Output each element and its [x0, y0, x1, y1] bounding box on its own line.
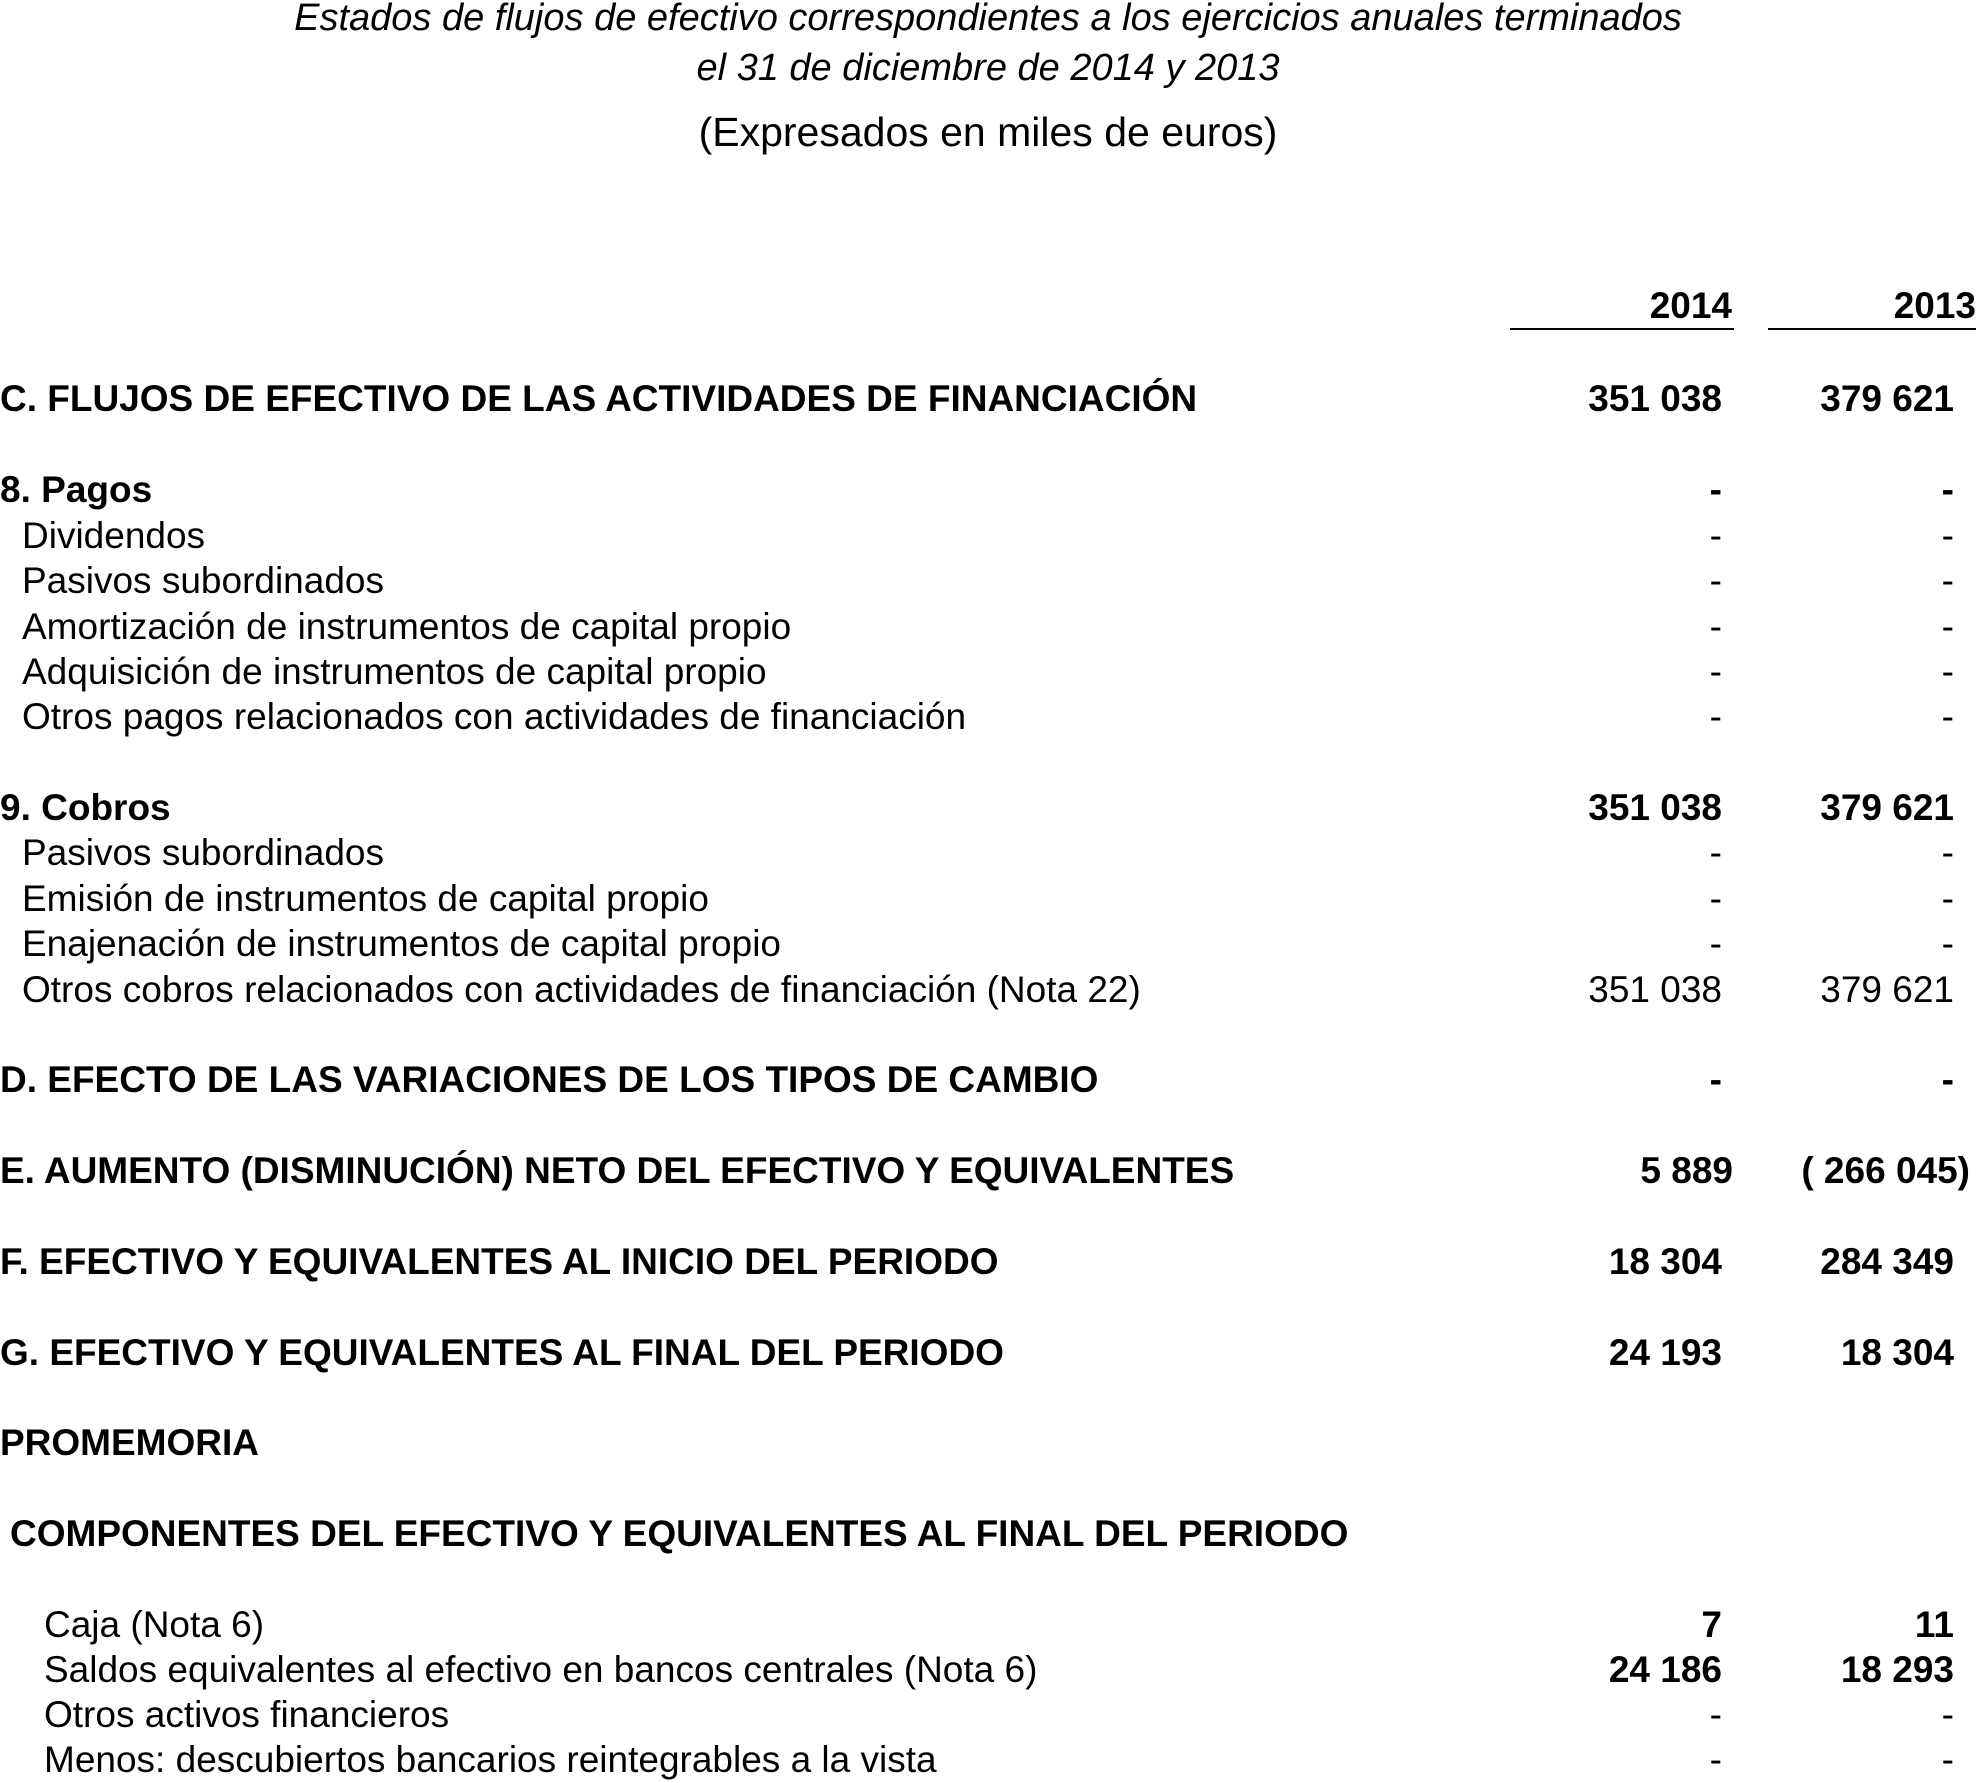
row-value-2013: - — [1941, 832, 1954, 873]
row-label: Menos: descubiertos bancarios reintegrables a la vista — [44, 1739, 937, 1780]
column-underline-2014 — [1510, 328, 1734, 330]
row-label: COMPONENTES DEL EFECTIVO Y EQUIVALENTES AL FINAL DEL PERIODO — [10, 1513, 1349, 1554]
row-label: Enajenación de instrumentos de capital propio — [22, 923, 781, 964]
table-row-pagos — [0, 467, 1976, 513]
row-value-2014: - — [1709, 696, 1722, 737]
table-row — [0, 694, 1976, 740]
row-label: Otros pagos relacionados con actividades de financiación — [22, 696, 967, 737]
table-row-section-f — [0, 1239, 1976, 1285]
row-value-2013: - — [1941, 1739, 1954, 1780]
row-value-2014: 351 038 — [1588, 969, 1722, 1010]
row-value-2013: 18 304 — [1840, 1332, 1954, 1373]
row-value-2013: - — [1941, 515, 1954, 556]
row-value-2013: - — [1941, 696, 1954, 737]
row-value-2013: - — [1941, 1694, 1954, 1735]
row-value-2014: 5 889 — [1640, 1150, 1733, 1191]
row-value-2014: - — [1709, 515, 1722, 556]
row-label: Dividendos — [22, 515, 206, 556]
row-value-2014: 351 038 — [1588, 378, 1722, 419]
row-label: Emisión de instrumentos de capital propio — [22, 878, 709, 919]
row-value-2013: ( 266 045) — [1801, 1150, 1970, 1191]
table-row — [0, 604, 1976, 650]
row-value-2013: - — [1941, 651, 1954, 692]
row-value-2013: 379 621 — [1820, 378, 1954, 419]
table-row-componentes — [0, 1511, 1976, 1557]
row-value-2013: - — [1941, 606, 1954, 647]
row-label: Otros cobros relacionados con actividades de financiación (Nota 22) — [22, 969, 1141, 1010]
row-value-2013: 11 — [1914, 1604, 1954, 1645]
table-row — [0, 830, 1976, 876]
row-label: PROMEMORIA — [0, 1422, 259, 1463]
row-value-2013: - — [1941, 923, 1954, 964]
column-header-2013: 2013 — [1893, 285, 1976, 326]
statement-title-line1: Estados de flujos de efectivo correspondientes a los ejercicios anuales terminados — [294, 0, 1682, 39]
table-row — [0, 1692, 1976, 1738]
row-value-2014: - — [1709, 651, 1722, 692]
row-value-2014: 7 — [1701, 1604, 1722, 1645]
row-value-2013: 379 621 — [1820, 969, 1954, 1010]
row-value-2014: - — [1709, 606, 1722, 647]
table-row-section-e — [0, 1148, 1976, 1194]
table-row — [0, 1647, 1976, 1693]
row-value-2014: - — [1709, 1059, 1722, 1100]
row-label: C. FLUJOS DE EFECTIVO DE LAS ACTIVIDADES DE FINANCIACIÓN — [0, 378, 1198, 419]
row-value-2014: - — [1709, 1739, 1722, 1780]
row-label: D. EFECTO DE LAS VARIACIONES DE LOS TIPOS DE CAMBIO — [0, 1059, 1099, 1100]
row-value-2014: 24 193 — [1608, 1332, 1722, 1373]
row-value-2014: - — [1709, 469, 1722, 510]
table-row — [0, 967, 1976, 1013]
table-row-section-d — [0, 1057, 1976, 1103]
table-row-promemoria — [0, 1420, 1976, 1466]
table-row — [0, 513, 1976, 559]
row-value-2013: 379 621 — [1820, 787, 1954, 828]
statement-title-line2: el 31 de diciembre de 2014 y 2013 — [696, 47, 1280, 89]
row-value-2014: - — [1709, 560, 1722, 601]
row-label: Adquisición de instrumentos de capital propio — [22, 651, 767, 692]
statement-subtitle: (Expresados en miles de euros) — [698, 109, 1278, 155]
table-row-cobros — [0, 785, 1976, 831]
row-value-2014: 18 304 — [1608, 1241, 1722, 1282]
row-value-2014: 351 038 — [1588, 787, 1722, 828]
table-row — [0, 921, 1976, 967]
row-label: Pasivos subordinados — [22, 560, 384, 601]
row-label: 8. Pagos — [0, 469, 153, 510]
row-label: Amortización de instrumentos de capital propio — [22, 606, 792, 647]
row-label: Saldos equivalentes al efectivo en bancos centrales (Nota 6) — [44, 1649, 1038, 1690]
table-row — [0, 558, 1976, 604]
row-value-2013: - — [1941, 878, 1954, 919]
table-row — [0, 1737, 1976, 1783]
table-row-section-g — [0, 1330, 1976, 1376]
row-value-2013: 18 293 — [1840, 1649, 1954, 1690]
row-label: Caja (Nota 6) — [44, 1604, 265, 1645]
row-value-2014: 24 186 — [1608, 1649, 1722, 1690]
row-value-2014: - — [1709, 878, 1722, 919]
row-label: Pasivos subordinados — [22, 832, 384, 873]
row-value-2014: - — [1709, 1694, 1722, 1735]
row-label: G. EFECTIVO Y EQUIVALENTES AL FINAL DEL PERIODO — [0, 1332, 1004, 1373]
table-row-section-c — [0, 376, 1976, 422]
row-value-2014: - — [1709, 832, 1722, 873]
table-row — [0, 876, 1976, 922]
row-label: F. EFECTIVO Y EQUIVALENTES AL INICIO DEL PERIODO — [0, 1241, 999, 1282]
row-label: E. AUMENTO (DISMINUCIÓN) NETO DEL EFECTIVO Y EQUIVALENTES — [0, 1150, 1235, 1191]
row-value-2013: - — [1941, 1059, 1954, 1100]
table-row — [0, 649, 1976, 695]
column-underline-2013 — [1768, 328, 1976, 330]
row-value-2013: 284 349 — [1820, 1241, 1954, 1282]
row-value-2014: - — [1709, 923, 1722, 964]
row-value-2013: - — [1941, 560, 1954, 601]
row-label: 9. Cobros — [0, 787, 171, 828]
row-value-2013: - — [1941, 469, 1954, 510]
table-row — [0, 1602, 1976, 1648]
column-header-2014: 2014 — [1649, 285, 1732, 326]
row-label: Otros activos financieros — [44, 1694, 450, 1735]
